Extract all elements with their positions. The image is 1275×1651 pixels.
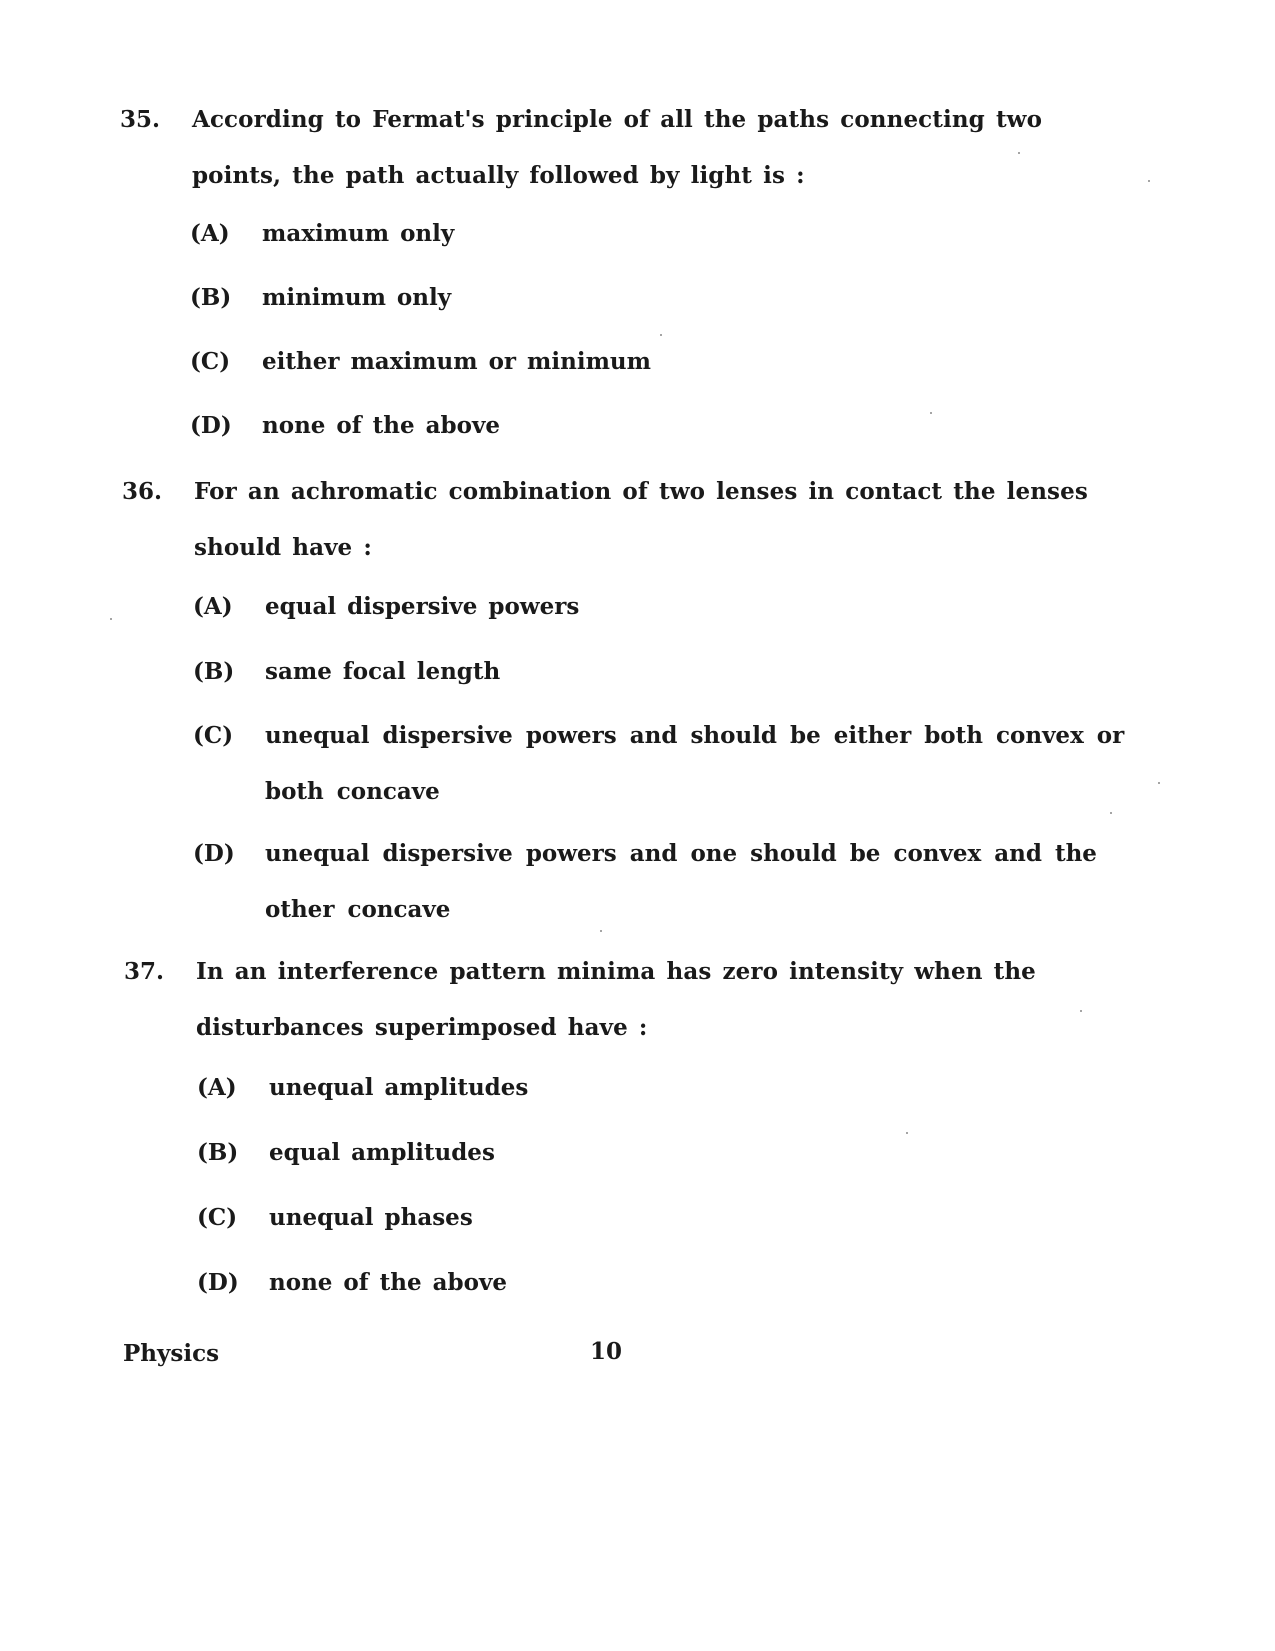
option-letter: (C)	[193, 722, 234, 749]
option-letter: (B)	[197, 1139, 239, 1166]
question-text: According to Fermat's principle of all the paths connecting two points, the path actually followed by light is :	[192, 106, 1043, 189]
option-text: unequal phases	[269, 1204, 473, 1231]
footer-subject: Physics	[123, 1340, 220, 1367]
option-text: none of the above	[262, 412, 500, 439]
question-number: 36.	[122, 478, 163, 505]
option-letter: (A)	[190, 220, 230, 247]
question-number: 35.	[120, 106, 161, 133]
scan-speck	[1080, 1010, 1082, 1012]
option-letter: (D)	[197, 1269, 239, 1296]
scan-speck	[600, 930, 602, 932]
option-text: unequal dispersive powers and should be either both convex or both concave	[265, 722, 1125, 805]
option-text: unequal amplitudes	[269, 1074, 529, 1101]
question-text: In an interference pattern minima has zero intensity when the disturbances superimposed have :	[196, 958, 1036, 1041]
option-text: maximum only	[262, 220, 455, 247]
option-letter: (C)	[197, 1204, 238, 1231]
scan-speck	[1148, 180, 1150, 182]
option-text: minimum only	[262, 284, 452, 311]
option-letter: (A)	[193, 593, 233, 620]
option-letter: (A)	[197, 1074, 237, 1101]
scan-speck	[1110, 812, 1112, 814]
option-text: same focal length	[265, 658, 501, 685]
question-number: 37.	[124, 958, 165, 985]
option-text: none of the above	[269, 1269, 507, 1296]
option-letter: (B)	[190, 284, 232, 311]
question-text: For an achromatic combination of two lenses in contact the lenses should have :	[194, 478, 1088, 561]
option-text: unequal dispersive powers and one should be convex and the other concave	[265, 840, 1097, 923]
scan-speck	[110, 618, 112, 620]
option-text: equal dispersive powers	[265, 593, 580, 620]
option-letter: (B)	[193, 658, 235, 685]
option-letter: (D)	[190, 412, 232, 439]
scan-speck	[1018, 152, 1020, 154]
option-letter: (C)	[190, 348, 231, 375]
scan-speck	[1158, 782, 1160, 784]
option-text: either maximum or minimum	[262, 348, 651, 375]
scan-speck	[660, 334, 662, 336]
scan-speck	[930, 412, 932, 414]
option-text: equal amplitudes	[269, 1139, 495, 1166]
scan-speck	[906, 1132, 908, 1134]
page-number: 10	[590, 1338, 623, 1365]
option-letter: (D)	[193, 840, 235, 867]
